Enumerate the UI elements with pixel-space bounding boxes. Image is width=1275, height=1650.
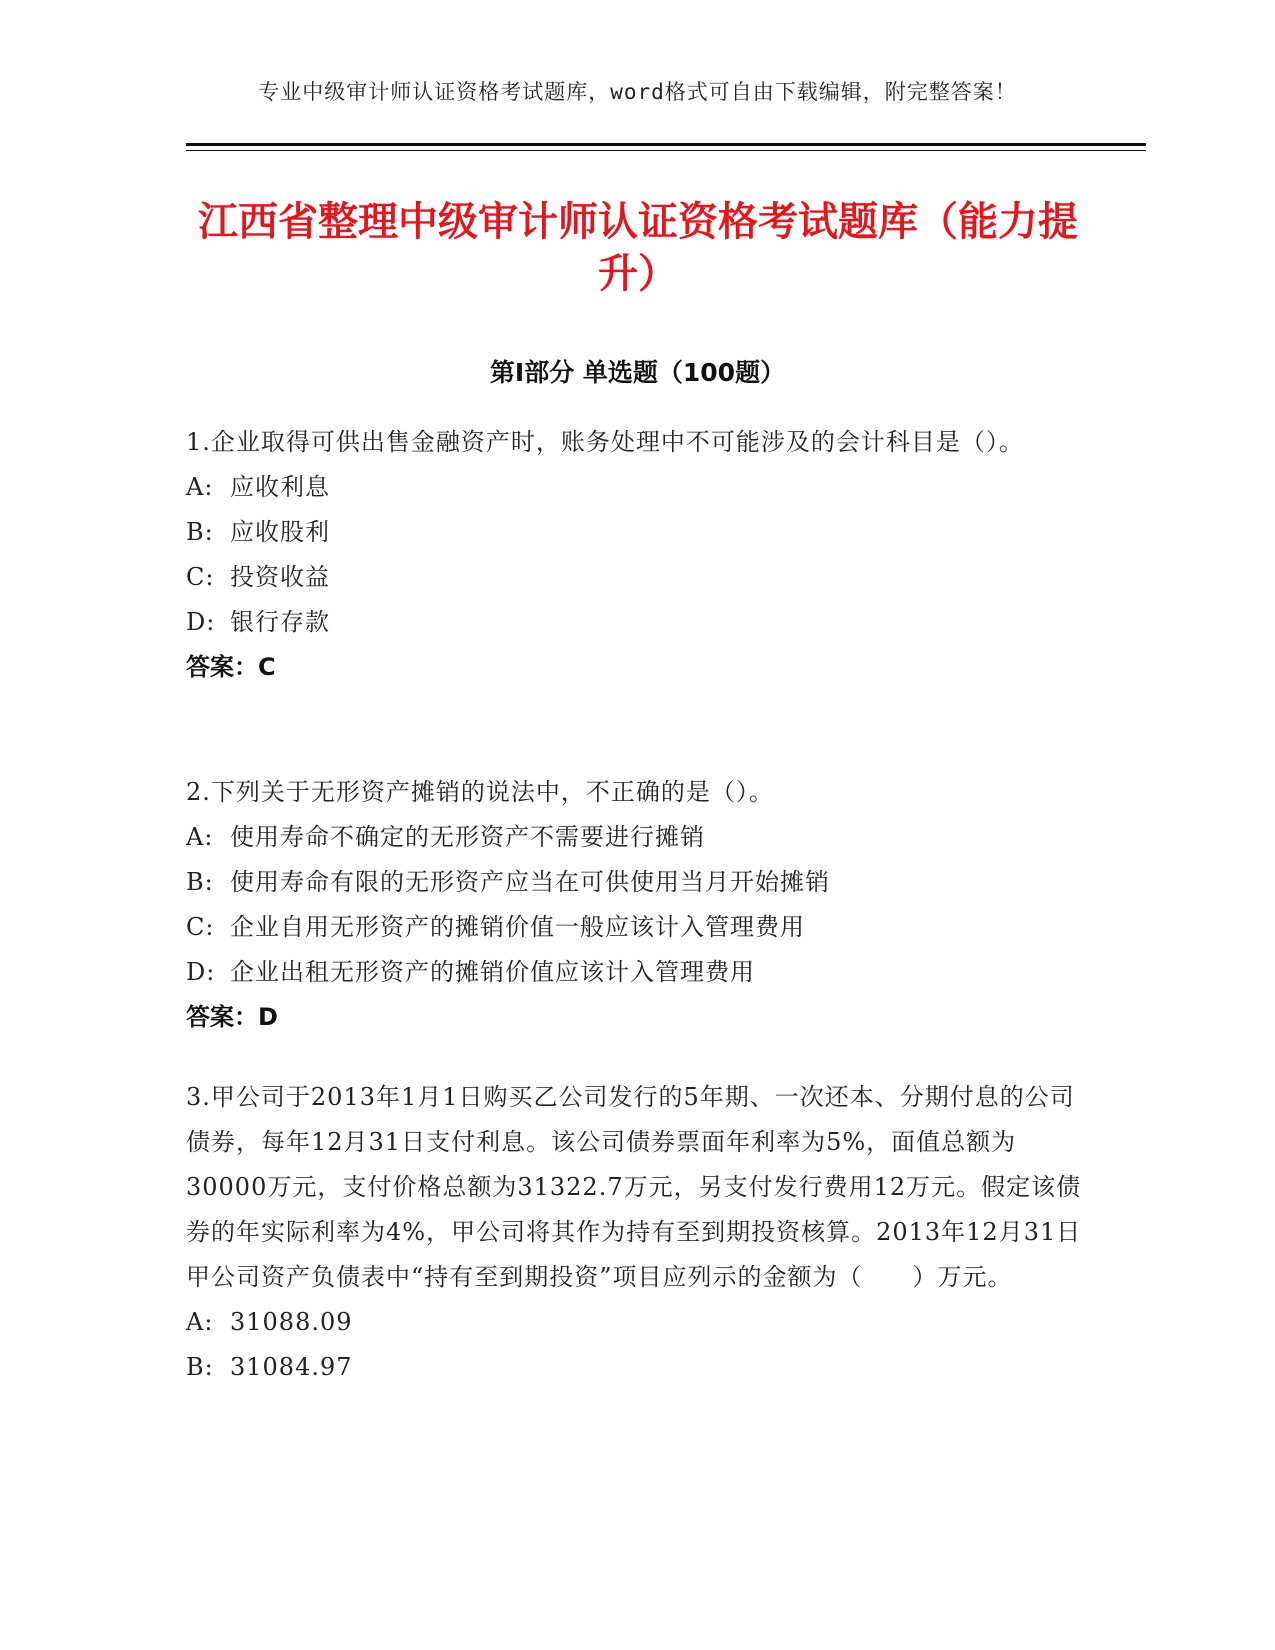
option-key: D:	[186, 608, 216, 636]
header-rule-thick	[186, 143, 1146, 146]
answer-line	[186, 995, 1086, 1040]
answer-value: D	[258, 1003, 278, 1031]
option-a	[186, 1300, 1086, 1345]
option-c	[186, 905, 1086, 950]
section-title: 第Ⅰ部分 单选题（100题）	[489, 358, 786, 387]
question-stem: 下列关于无形资产摊销的说法中，不正确的是（）。	[210, 778, 774, 806]
option-text: 银行存款	[230, 608, 330, 636]
option-text: 使用寿命不确定的无形资产不需要进行摊销	[230, 823, 705, 851]
option-text: 企业自用无形资产的摊销价值一般应该计入管理费用	[230, 913, 805, 941]
question-number: 2.	[186, 778, 211, 806]
answer-label: 答案：	[186, 653, 258, 681]
option-key: A:	[186, 823, 214, 851]
header-rule-thin	[186, 150, 1146, 151]
answer-line	[186, 645, 1086, 690]
option-key: C:	[186, 563, 215, 591]
option-key: B:	[186, 1353, 214, 1381]
option-key: A:	[186, 1308, 214, 1336]
option-list	[186, 1300, 1086, 1390]
question-number: 1.	[186, 428, 211, 456]
question-text	[186, 420, 1086, 465]
answer-value: C	[258, 653, 276, 681]
option-text: 企业出租无形资产的摊销价值应该计入管理费用	[230, 958, 755, 986]
question-number: 3.	[186, 1083, 211, 1111]
option-b	[186, 510, 1086, 555]
question-text	[186, 770, 1086, 815]
question-1	[186, 420, 1086, 690]
option-key: D:	[186, 958, 216, 986]
answer-label: 答案：	[186, 1003, 258, 1031]
option-c	[186, 555, 1086, 600]
option-text: 应收利息	[230, 473, 330, 501]
option-text: 31084.97	[230, 1353, 353, 1381]
option-list	[186, 815, 1086, 995]
option-key: A:	[186, 473, 214, 501]
option-d	[186, 950, 1086, 995]
option-text: 应收股利	[230, 518, 330, 546]
option-key: B:	[186, 518, 214, 546]
question-text	[186, 1075, 1086, 1300]
question-stem: 甲公司于2013年1月1日购买乙公司发行的5年期、一次还本、分期付息的公司债券，每年12月31日支付利息。该公司债券票面年利率为5%，面值总额为30000万元，支付价格总额为31322.7万元，另支付发行费用12万元。假定该债券的年实际利率为4%，甲公司将其作为持有至到期投资核算。2013年12月31日甲公司资产负债表中“持有至到期投资”项目应列示的金额为（ ）万元。	[186, 1083, 1082, 1291]
option-text: 投资收益	[230, 563, 330, 591]
option-key: B:	[186, 868, 214, 896]
question-stem: 企业取得可供出售金融资产时，账务处理中不可能涉及的会计科目是（）。	[210, 428, 1024, 456]
header-note: 专业中级审计师认证资格考试题库，word格式可自由下载编辑，附完整答案！	[258, 80, 1017, 104]
option-a	[186, 815, 1086, 860]
question-3	[186, 1075, 1086, 1390]
question-2	[186, 770, 1086, 1040]
option-b	[186, 1345, 1086, 1390]
option-text: 31088.09	[230, 1308, 353, 1336]
option-key: C:	[186, 913, 215, 941]
option-b	[186, 860, 1086, 905]
option-a	[186, 465, 1086, 510]
option-list	[186, 465, 1086, 645]
option-text: 使用寿命有限的无形资产应当在可供使用当月开始摊销	[230, 868, 830, 896]
option-d	[186, 600, 1086, 645]
document-title: 江西省整理中级审计师认证资格考试题库（能力提升）	[198, 199, 1078, 297]
